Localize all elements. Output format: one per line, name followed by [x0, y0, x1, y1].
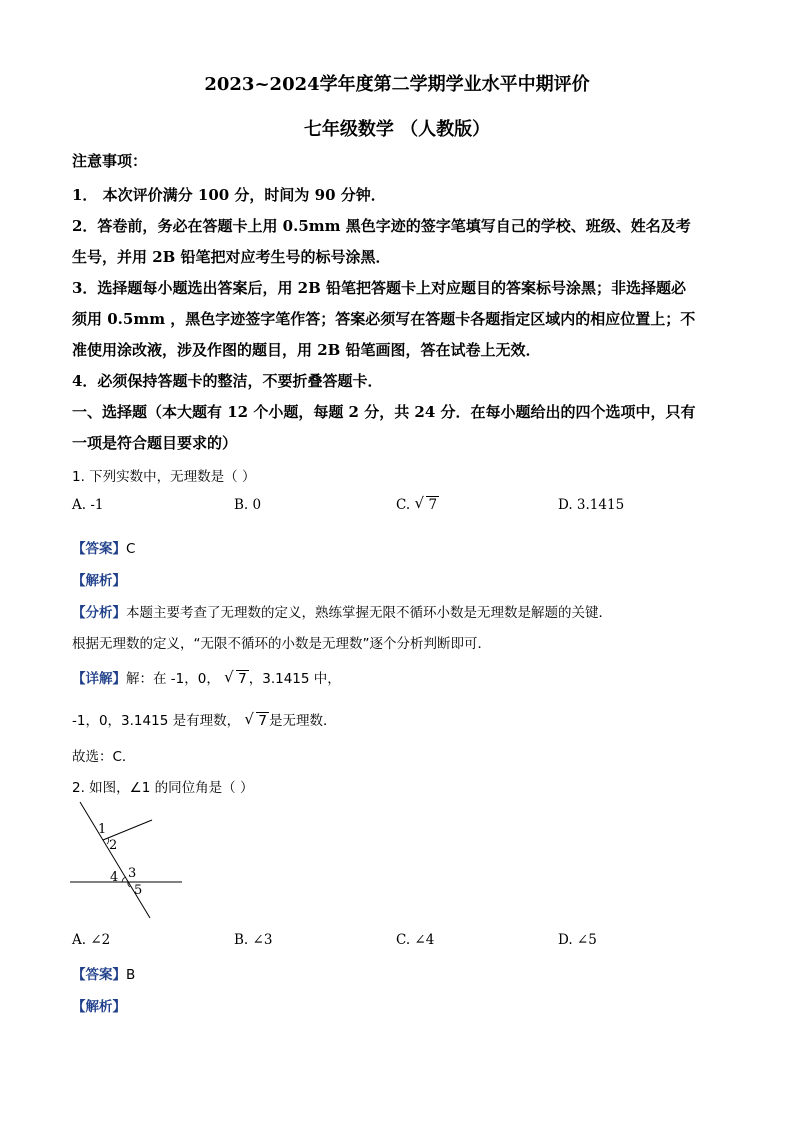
- q1-fenxi-text: 本题主要考查了无理数的定义，熟练掌握无限不循环小数是无理数是解题的关键．: [126, 605, 612, 621]
- q2-answer-value: B: [126, 967, 136, 983]
- q1-detail: 【详解】解：在 -1，0， √ 7 ，3.1415 中，: [72, 668, 341, 687]
- q1-fenxi-text-2: 根据无理数的定义，“无限不循环的小数是无理数”逐个分析判断即可．: [72, 636, 491, 652]
- q1-fenxi: 【分析】本题主要考查了无理数的定义，熟练掌握无限不循环小数是无理数是解题的关键．: [72, 605, 612, 621]
- notice-line-1: 1． 本次评价满分 100 分，时间为 90 分钟．: [72, 186, 386, 204]
- q1-detail-text-a: 解：在 -1，0，: [126, 671, 220, 687]
- q1-option-d: D. 3.1415: [558, 497, 625, 513]
- q2-analysis-tag: 【解析】: [72, 999, 126, 1015]
- q2-option-a: A. ∠2: [72, 932, 111, 948]
- section-heading-line-1: 一、选择题（本大题有 12 个小题，每题 2 分，共 24 分．在每小题给出的四个选项中，只有: [72, 403, 696, 421]
- q2-answer: 【答案】B: [72, 967, 136, 983]
- q2-stem: 2. 如图，∠1 的同位角是（ ）: [72, 780, 254, 796]
- q2-option-d: D. ∠5: [558, 932, 597, 948]
- exam-title: 2023~2024学年度第二学期学业水平中期评价: [204, 74, 590, 95]
- upper-line: [103, 820, 152, 840]
- q1-detail-2: [72, 709, 722, 729]
- q1-option-c: [396, 494, 439, 513]
- transversal-line: [80, 802, 150, 918]
- angle-label-3: 3: [128, 866, 137, 881]
- q1-answer: 【答案】C: [72, 541, 136, 557]
- q1-option-c-radicand: 7: [428, 497, 438, 513]
- q1-option-c-label: C.: [396, 497, 411, 513]
- q2-answer-label: 答案: [85, 967, 113, 983]
- sqrt-symbol: √ 7: [414, 494, 438, 513]
- q1-detail2-radicand: 7: [258, 713, 267, 729]
- angle-label-1: 1: [98, 822, 107, 837]
- q1-detail2-text-a: -1，0，3.1415 是有理数，: [72, 713, 241, 729]
- q1-detail-text-b: ，3.1415 中，: [248, 671, 341, 687]
- notice-line-3c: 准使用涂改液，涉及作图的题目，用 2B 铅笔画图，答在试卷上无效．: [72, 341, 541, 359]
- notice-line-3b: 须用 0.5mm ，黑色字迹签字笔作答；答案必须写在答题卡各题指定区域内的相应位置上；不: [72, 310, 696, 328]
- q1-option-b: B. 0: [234, 497, 262, 513]
- q1-stem: 1. 下列实数中，无理数是（ ）: [72, 469, 256, 485]
- angle-label-4: 4: [110, 870, 119, 885]
- q2-option-b: B. ∠3: [234, 932, 273, 948]
- angle-label-5: 5: [134, 883, 143, 898]
- sqrt-symbol: √ 7: [224, 668, 247, 687]
- notice-line-2a: 2．答卷前，务必在答题卡上用 0.5mm 黑色字迹的签字笔填写自己的学校、班级、姓名及考: [72, 217, 691, 235]
- notice-line-2b: 生号，并用 2B 铅笔把对应考生号的标号涂黑．: [72, 248, 391, 266]
- q1-conclusion: 故选：C．: [72, 749, 136, 765]
- q2-option-c: C. ∠4: [396, 932, 435, 948]
- q1-detail2-text-b: 是无理数．: [268, 713, 337, 729]
- notice-line-4: 4．必须保持答题卡的整洁，不要折叠答题卡．: [72, 372, 383, 390]
- q2-analysis-label: 解析: [85, 999, 113, 1015]
- q1-option-a: A. -1: [72, 497, 104, 513]
- angle-label-2: 2: [109, 838, 118, 853]
- q1-analysis-tag: 【解析】: [72, 573, 126, 589]
- notice-heading: 注意事项：: [72, 152, 148, 170]
- q1-answer-label: 答案: [85, 541, 113, 557]
- q1-fenxi-label: 分析: [85, 605, 113, 621]
- sqrt-symbol: √ 7: [244, 710, 267, 729]
- q1-detail-label: 详解: [85, 671, 113, 687]
- angle-figure: [70, 800, 190, 925]
- exam-subtitle: 七年级数学 （人教版）: [303, 119, 491, 140]
- q1-answer-value: C: [126, 541, 136, 557]
- q1-analysis-label: 解析: [85, 573, 113, 589]
- section-heading-line-2: 一项是符合题目要求的）: [72, 434, 238, 452]
- q1-detail-radicand: 7: [238, 671, 247, 687]
- notice-line-3a: 3．选择题每小题选出答案后，用 2B 铅笔把答题卡上对应题目的答案标号涂黑；非选择题必: [72, 279, 687, 297]
